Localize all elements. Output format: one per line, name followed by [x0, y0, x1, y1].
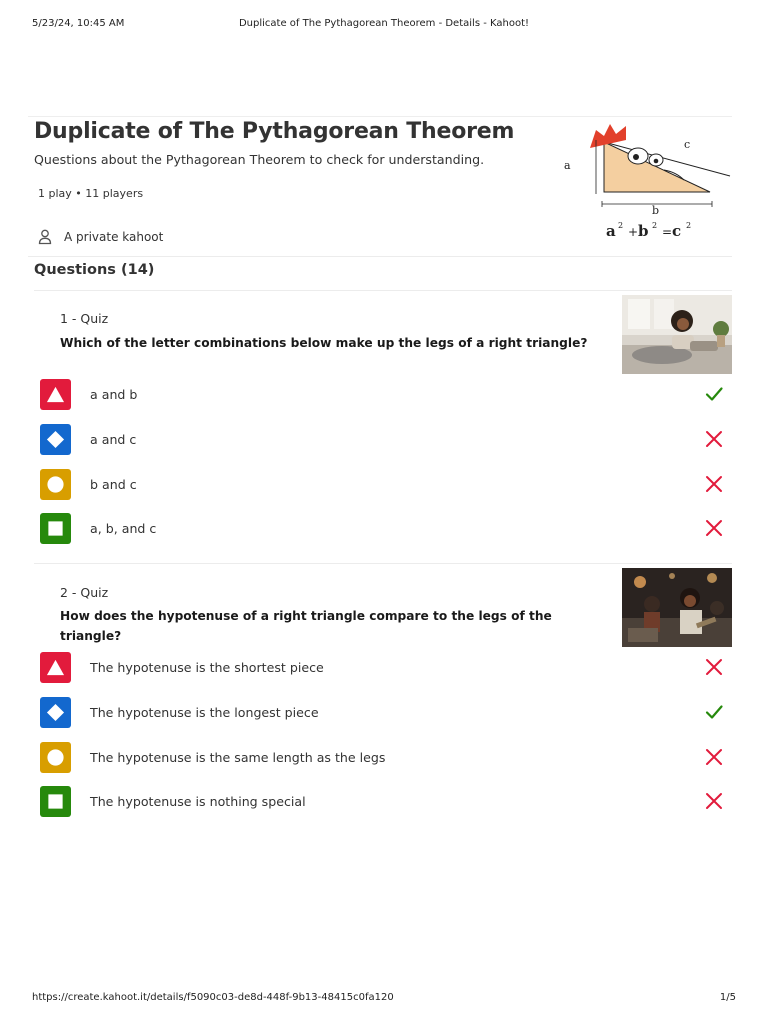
questions-heading: Questions (14)	[34, 262, 155, 278]
question-image	[622, 295, 732, 374]
kahoot-description: Questions about the Pythagorean Theorem to check for understanding.	[34, 152, 485, 167]
answer-option-2	[40, 424, 732, 456]
circle-icon	[46, 748, 65, 767]
incorrect-mark	[704, 657, 724, 677]
answer-text: a and c	[90, 432, 137, 447]
answer-shape-green	[40, 786, 71, 817]
formula-exp-b: 2	[652, 221, 658, 230]
answer-shape-yellow	[40, 742, 71, 773]
circle-icon	[46, 475, 65, 494]
privacy-label: A private kahoot	[64, 230, 164, 244]
answer-shape-blue	[40, 424, 71, 455]
cross-icon	[704, 657, 724, 677]
checkmark-icon	[704, 384, 724, 404]
answer-option-2	[40, 697, 732, 729]
formula-exp-a: 2	[618, 221, 624, 230]
answer-shape-green	[40, 513, 71, 544]
answer-option-3	[40, 469, 732, 501]
cross-icon	[704, 518, 724, 538]
answer-shape-red	[40, 652, 71, 683]
formula-a: a	[606, 222, 616, 240]
answer-text: The hypotenuse is nothing special	[90, 794, 306, 809]
incorrect-mark	[704, 518, 724, 538]
question-divider	[34, 563, 732, 564]
checkmark-icon	[704, 702, 724, 722]
diamond-icon	[46, 703, 65, 722]
play-stats: 1 play • 11 players	[38, 187, 144, 200]
answer-text: The hypotenuse is the longest piece	[90, 705, 319, 720]
triangle-icon	[46, 658, 65, 677]
print-datetime: 5/23/24, 10:45 AM	[32, 18, 125, 29]
answer-text: a, b, and c	[90, 521, 157, 536]
print-url[interactable]: https://create.kahoot.it/details/f5090c03-de8d-448f-9b13-48415c0fa120	[32, 992, 394, 1003]
incorrect-mark	[704, 474, 724, 494]
correct-mark	[704, 702, 724, 722]
incorrect-mark	[704, 429, 724, 449]
triangle-icon	[46, 385, 65, 404]
question-text: How does the hypotenuse of a right triangle compare to the legs of the triangle?	[60, 609, 552, 643]
kahoot-title: Duplicate of The Pythagorean Theorem	[34, 119, 515, 144]
header-divider	[28, 256, 732, 257]
cross-icon	[704, 747, 724, 767]
answer-shape-yellow	[40, 469, 71, 500]
square-icon	[46, 519, 65, 538]
answer-shape-red	[40, 379, 71, 410]
question-type-label: 1 - Quiz	[60, 311, 109, 326]
question-card-1[interactable]	[36, 293, 732, 555]
formula-c: c	[672, 222, 682, 240]
correct-mark	[704, 384, 724, 404]
incorrect-mark	[704, 791, 724, 811]
answer-option-4	[40, 786, 732, 818]
cover-image	[560, 122, 732, 246]
answer-option-4	[40, 513, 732, 545]
page-number: 1/5	[719, 992, 736, 1003]
formula-equals: =	[662, 225, 673, 239]
user-icon	[38, 229, 52, 245]
question-type-label: 2 - Quiz	[60, 585, 109, 600]
diamond-icon	[46, 430, 65, 449]
cross-icon	[704, 429, 724, 449]
question-card-2[interactable]	[36, 566, 732, 826]
formula-exp-c: 2	[686, 221, 692, 230]
formula-plus: +	[628, 225, 639, 239]
answer-option-3	[40, 742, 732, 774]
answer-text: b and c	[90, 477, 137, 492]
answer-text: The hypotenuse is the shortest piece	[90, 660, 324, 675]
square-icon	[46, 792, 65, 811]
answer-option-1	[40, 379, 732, 411]
formula-b: b	[638, 222, 649, 240]
question-text: Which of the letter combinations below make up the legs of a right triangle?	[60, 336, 588, 350]
cover-label-a: a	[564, 159, 571, 172]
answer-text: The hypotenuse is the same length as the legs	[90, 750, 386, 765]
cross-icon	[704, 791, 724, 811]
answer-text: a and b	[90, 387, 138, 402]
cover-label-c: c	[684, 138, 691, 151]
cross-icon	[704, 474, 724, 494]
answer-option-1	[40, 652, 732, 684]
print-footer	[32, 992, 736, 1006]
incorrect-mark	[704, 747, 724, 767]
cover-label-b: b	[652, 204, 660, 217]
answer-shape-blue	[40, 697, 71, 728]
questions-divider	[34, 290, 732, 291]
question-image	[622, 568, 732, 647]
print-header	[32, 18, 736, 32]
print-page-title: Duplicate of The Pythagorean Theorem - Details - Kahoot!	[238, 18, 530, 29]
